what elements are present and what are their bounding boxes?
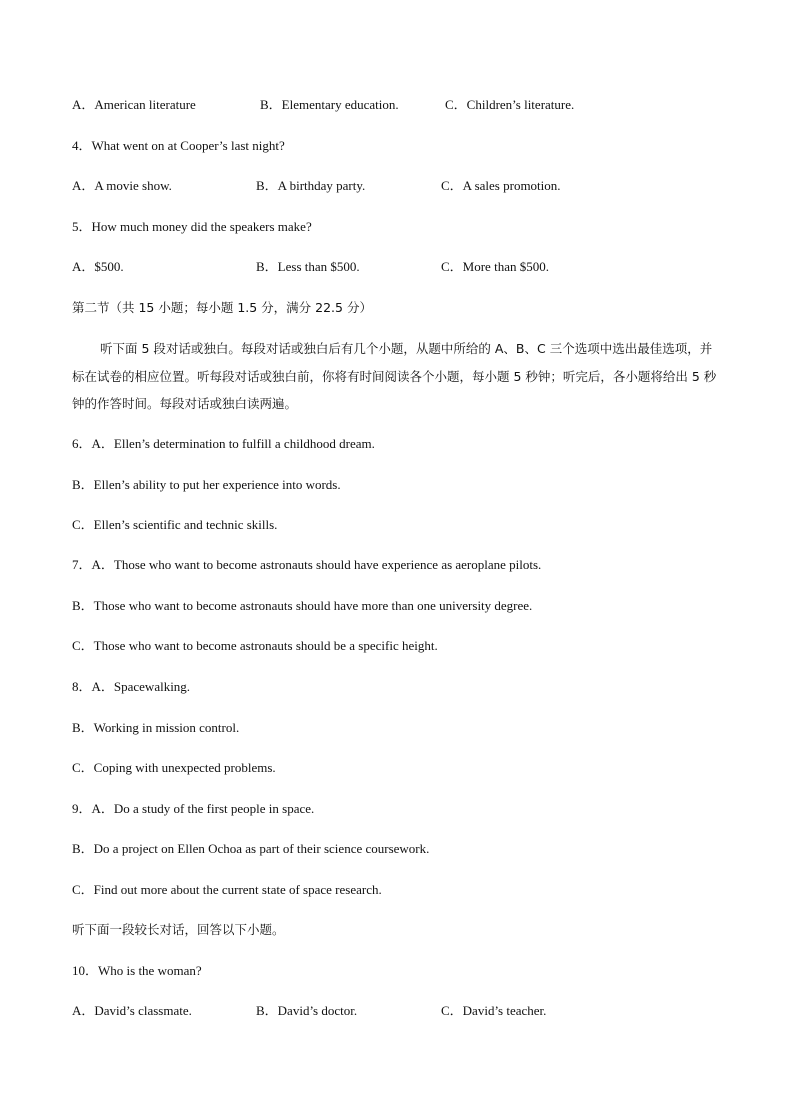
q5-stem: 5．How much money did the speakers make? bbox=[72, 219, 312, 234]
q3-option-b: B．Elementary education. bbox=[260, 97, 399, 112]
q4-option-b: B．A birthday party. bbox=[256, 178, 366, 193]
q10-option-a: A．David’s classmate. bbox=[72, 1003, 192, 1018]
q6-option-a: 6．A．Ellen’s determination to fulfill a childhood dream. bbox=[72, 436, 375, 451]
q10-stem: 10．Who is the woman? bbox=[72, 963, 202, 978]
q3-option-c: C．Children’s literature. bbox=[445, 97, 575, 112]
q10-option-c: C．David’s teacher. bbox=[441, 1003, 547, 1018]
q6-option-b: B．Ellen’s ability to put her experience into words. bbox=[72, 477, 341, 492]
q7-option-a: 7．A．Those who want to become astronauts should have experience as aeroplane pilots. bbox=[72, 557, 542, 572]
q4-option-a: A．A movie show. bbox=[72, 178, 172, 193]
q9-option-b: B．Do a project on Ellen Ochoa as part of their science coursework. bbox=[72, 841, 430, 856]
q4-stem: 4．What went on at Cooper’s last night? bbox=[72, 138, 285, 153]
q3-option-a: A．American literature bbox=[72, 97, 196, 112]
q4-option-c: C．A sales promotion. bbox=[441, 178, 561, 193]
q6-option-c: C．Ellen’s scientific and technic skills. bbox=[72, 517, 278, 532]
q5-option-b: B．Less than $500. bbox=[256, 259, 360, 274]
q9-option-c: C．Find out more about the current state of space research. bbox=[72, 882, 382, 897]
q7-option-b: B．Those who want to become astronauts should have more than one university degree. bbox=[72, 598, 533, 613]
q8-option-c: C．Coping with unexpected problems. bbox=[72, 760, 276, 775]
q7-option-c: C．Those who want to become astronauts should be a specific height. bbox=[72, 638, 438, 653]
q5-option-a: A．$500. bbox=[72, 259, 124, 274]
q5-option-c: C．More than $500. bbox=[441, 259, 549, 274]
q8-option-a: 8．A．Spacewalking. bbox=[72, 679, 191, 694]
section2-heading: 第二节（共 15 小题；每小题 1.5 分，满分 22.5 分） bbox=[72, 300, 372, 315]
q9-option-a: 9．A．Do a study of the first people in space. bbox=[72, 801, 315, 816]
section2-instructions: 听下面 5 段对话或独白。每段对话或独白后有几个小题，从题中所给的 A、B、C 三个选项中选出最佳选项，并标在试卷的相应位置。听每段对话或独白前，你将有时间阅读各个小题，每小题 5 秒钟；听完后，各小题将给出 5 秒钟的作答时间。每段对话或独白读两遍。 bbox=[72, 341, 717, 411]
long-dialogue-note: 听下面一段较长对话，回答以下小题。 bbox=[72, 922, 285, 937]
q8-option-b: B．Working in mission control. bbox=[72, 720, 240, 735]
q10-option-b: B．David’s doctor. bbox=[256, 1003, 358, 1018]
